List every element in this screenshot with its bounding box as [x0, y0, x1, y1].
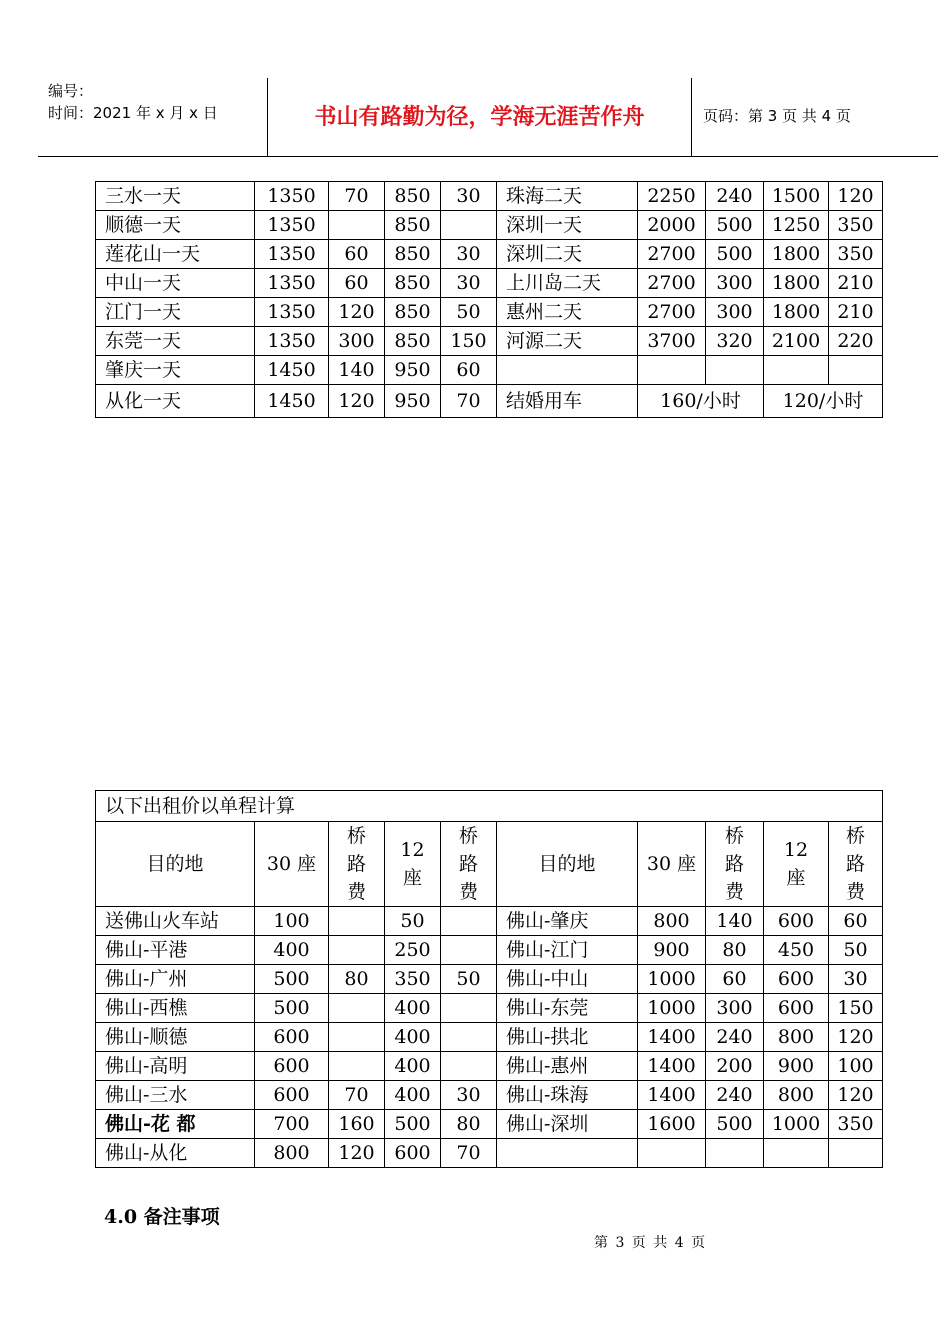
route-cell: 佛山-三水 [96, 1081, 255, 1110]
column-header: 桥路费 [329, 822, 385, 907]
price-cell: 30 [441, 269, 497, 298]
price-cell: 600 [255, 1052, 329, 1081]
price-cell: 30 [441, 182, 497, 211]
price-cell: 140 [706, 907, 764, 936]
price-cell: 600 [385, 1139, 441, 1168]
price-cell: 50 [441, 298, 497, 327]
price-cell [329, 907, 385, 936]
price-cell: 50 [385, 907, 441, 936]
page-header [38, 78, 938, 157]
table-row [96, 1052, 883, 1081]
route-cell: 中山一天 [96, 269, 255, 298]
price-cell: 120/小时 [764, 385, 883, 418]
price-cell: 600 [255, 1023, 329, 1052]
price-cell: 120 [329, 1139, 385, 1168]
price-cell: 1350 [255, 327, 329, 356]
price-cell: 800 [764, 1023, 829, 1052]
price-cell [441, 907, 497, 936]
column-header: 30 座 [255, 822, 329, 907]
table-row [96, 211, 883, 240]
price-cell: 160 [329, 1110, 385, 1139]
price-cell: 120 [829, 1081, 883, 1110]
route-cell: 肇庆一天 [96, 356, 255, 385]
price-cell [441, 1052, 497, 1081]
price-cell: 80 [329, 965, 385, 994]
price-cell: 150 [441, 327, 497, 356]
price-cell: 100 [829, 1052, 883, 1081]
price-cell: 240 [706, 1081, 764, 1110]
price-cell: 60 [329, 269, 385, 298]
price-cell: 30 [829, 965, 883, 994]
price-cell: 2250 [638, 182, 706, 211]
route-cell: 佛山-顺德 [96, 1023, 255, 1052]
table-row [96, 907, 883, 936]
route-cell: 佛山-高明 [96, 1052, 255, 1081]
price-cell: 850 [385, 211, 441, 240]
price-cell: 600 [764, 994, 829, 1023]
price-cell: 850 [385, 182, 441, 211]
price-cell: 60 [441, 356, 497, 385]
price-cell: 1350 [255, 269, 329, 298]
price-cell: 160/小时 [638, 385, 764, 418]
price-cell: 1450 [255, 356, 329, 385]
route-cell [497, 1139, 638, 1168]
price-cell: 500 [706, 1110, 764, 1139]
price-cell: 1800 [764, 240, 829, 269]
route-cell: 佛山-花 都 [96, 1110, 255, 1139]
column-header: 桥路费 [706, 822, 764, 907]
table-caption-row [96, 791, 883, 822]
price-cell: 850 [385, 327, 441, 356]
route-cell: 佛山-肇庆 [497, 907, 638, 936]
route-cell: 从化一天 [96, 385, 255, 418]
price-cell: 1000 [764, 1110, 829, 1139]
price-cell: 350 [829, 1110, 883, 1139]
price-cell [329, 994, 385, 1023]
price-cell: 250 [385, 936, 441, 965]
table-row [96, 182, 883, 211]
price-cell [329, 1052, 385, 1081]
price-cell: 1450 [255, 385, 329, 418]
route-cell: 上川岛二天 [497, 269, 638, 298]
route-cell: 佛山-江门 [497, 936, 638, 965]
document-number-label: 编号： [48, 82, 94, 100]
price-cell [706, 356, 764, 385]
price-cell: 60 [829, 907, 883, 936]
price-cell: 1350 [255, 298, 329, 327]
price-cell: 500 [385, 1110, 441, 1139]
route-cell: 惠州二天 [497, 298, 638, 327]
price-cell: 70 [441, 385, 497, 418]
table-row [96, 356, 883, 385]
price-cell: 1000 [638, 965, 706, 994]
price-cell: 1000 [638, 994, 706, 1023]
route-cell: 送佛山火车站 [96, 907, 255, 936]
price-cell: 210 [829, 269, 883, 298]
price-cell: 210 [829, 298, 883, 327]
column-header: 目的地 [96, 822, 255, 907]
price-cell [441, 211, 497, 240]
table-row [96, 385, 883, 418]
price-cell: 900 [764, 1052, 829, 1081]
column-header: 12 座 [385, 822, 441, 907]
table-row [96, 1023, 883, 1052]
price-cell: 50 [829, 936, 883, 965]
price-cell: 70 [441, 1139, 497, 1168]
route-cell: 佛山-从化 [96, 1139, 255, 1168]
table-row [96, 1110, 883, 1139]
price-cell: 400 [255, 936, 329, 965]
price-cell: 500 [255, 965, 329, 994]
route-cell: 深圳一天 [497, 211, 638, 240]
price-cell: 30 [441, 240, 497, 269]
price-cell: 2000 [638, 211, 706, 240]
price-cell: 500 [255, 994, 329, 1023]
price-cell: 2700 [638, 240, 706, 269]
route-cell: 河源二天 [497, 327, 638, 356]
price-cell: 120 [329, 385, 385, 418]
price-cell [329, 1023, 385, 1052]
section-title: 4.0 备注事项 [104, 1206, 220, 1228]
price-cell: 240 [706, 182, 764, 211]
price-cell [441, 994, 497, 1023]
price-cell: 950 [385, 356, 441, 385]
header-divider [691, 78, 692, 156]
route-cell [497, 356, 638, 385]
price-cell: 850 [385, 298, 441, 327]
route-cell: 佛山-东莞 [497, 994, 638, 1023]
route-cell: 莲花山一天 [96, 240, 255, 269]
price-cell: 350 [829, 211, 883, 240]
route-cell: 佛山-西樵 [96, 994, 255, 1023]
price-cell: 80 [706, 936, 764, 965]
price-cell: 300 [706, 269, 764, 298]
route-cell: 江门一天 [96, 298, 255, 327]
table-row [96, 327, 883, 356]
price-cell: 850 [385, 269, 441, 298]
price-cell [329, 936, 385, 965]
column-header: 30 座 [638, 822, 706, 907]
price-cell: 60 [706, 965, 764, 994]
price-cell: 30 [441, 1081, 497, 1110]
price-cell: 140 [329, 356, 385, 385]
price-cell: 240 [706, 1023, 764, 1052]
price-cell: 70 [329, 182, 385, 211]
price-cell: 1350 [255, 240, 329, 269]
price-cell: 400 [385, 994, 441, 1023]
price-cell: 50 [441, 965, 497, 994]
price-cell: 300 [329, 327, 385, 356]
price-cell: 600 [764, 965, 829, 994]
route-cell: 结婚用车 [497, 385, 638, 418]
table-row [96, 965, 883, 994]
price-cell: 320 [706, 327, 764, 356]
price-cell: 450 [764, 936, 829, 965]
price-cell: 400 [385, 1023, 441, 1052]
day-trip-price-table [95, 181, 883, 418]
price-cell: 950 [385, 385, 441, 418]
price-cell: 300 [706, 298, 764, 327]
header-page-info: 页码：第 3 页 共 4 页 [703, 107, 851, 125]
one-way-price-table [95, 790, 883, 1168]
price-cell [441, 936, 497, 965]
route-cell: 佛山-深圳 [497, 1110, 638, 1139]
route-cell: 顺德一天 [96, 211, 255, 240]
price-cell: 400 [385, 1081, 441, 1110]
price-cell [829, 356, 883, 385]
price-cell [706, 1139, 764, 1168]
price-cell: 900 [638, 936, 706, 965]
price-cell: 800 [255, 1139, 329, 1168]
table-row [96, 994, 883, 1023]
header-meta [48, 80, 268, 124]
price-cell [764, 356, 829, 385]
price-cell: 800 [638, 907, 706, 936]
price-cell: 120 [829, 1023, 883, 1052]
price-cell: 1500 [764, 182, 829, 211]
price-cell: 500 [706, 240, 764, 269]
price-cell: 1400 [638, 1023, 706, 1052]
price-cell: 150 [829, 994, 883, 1023]
table-row [96, 936, 883, 965]
price-cell: 1800 [764, 298, 829, 327]
price-cell: 2100 [764, 327, 829, 356]
price-cell [638, 356, 706, 385]
price-cell: 120 [329, 298, 385, 327]
column-header: 12 座 [764, 822, 829, 907]
route-cell: 佛山-平港 [96, 936, 255, 965]
price-cell: 800 [764, 1081, 829, 1110]
table-row [96, 1139, 883, 1168]
price-cell: 400 [385, 1052, 441, 1081]
price-cell: 3700 [638, 327, 706, 356]
page-footer: 第 3 页 共 4 页 [594, 1235, 706, 1251]
price-cell: 220 [829, 327, 883, 356]
price-cell [829, 1139, 883, 1168]
route-cell: 佛山-珠海 [497, 1081, 638, 1110]
price-cell: 350 [385, 965, 441, 994]
price-cell: 60 [329, 240, 385, 269]
price-cell [638, 1139, 706, 1168]
route-cell: 三水一天 [96, 182, 255, 211]
price-cell: 1800 [764, 269, 829, 298]
price-cell: 350 [829, 240, 883, 269]
price-cell: 600 [255, 1081, 329, 1110]
price-cell: 70 [329, 1081, 385, 1110]
price-cell: 120 [829, 182, 883, 211]
price-cell [329, 211, 385, 240]
column-header: 目的地 [497, 822, 638, 907]
price-cell: 1400 [638, 1052, 706, 1081]
price-cell: 80 [441, 1110, 497, 1139]
table-row [96, 298, 883, 327]
route-cell: 深圳二天 [497, 240, 638, 269]
column-header: 桥路费 [829, 822, 883, 907]
route-cell: 佛山-中山 [497, 965, 638, 994]
price-cell: 700 [255, 1110, 329, 1139]
price-cell: 2700 [638, 269, 706, 298]
price-cell [441, 1023, 497, 1052]
column-header: 桥路费 [441, 822, 497, 907]
price-cell: 100 [255, 907, 329, 936]
price-cell: 1350 [255, 182, 329, 211]
price-cell: 1250 [764, 211, 829, 240]
route-cell: 东莞一天 [96, 327, 255, 356]
price-cell: 1350 [255, 211, 329, 240]
table-row [96, 1081, 883, 1110]
header-motto: 书山有路勤为径，学海无涯苦作舟 [314, 105, 645, 130]
table-header-row [96, 822, 883, 907]
price-cell [764, 1139, 829, 1168]
price-cell: 200 [706, 1052, 764, 1081]
price-cell: 600 [764, 907, 829, 936]
price-cell: 2700 [638, 298, 706, 327]
price-cell: 300 [706, 994, 764, 1023]
route-cell: 珠海二天 [497, 182, 638, 211]
price-cell: 850 [385, 240, 441, 269]
table-caption: 以下出租价以单程计算 [96, 791, 883, 822]
document-date-label: 时间：2021 年 x 月 x 日 [48, 104, 218, 122]
table-row [96, 240, 883, 269]
route-cell: 佛山-惠州 [497, 1052, 638, 1081]
price-cell: 1600 [638, 1110, 706, 1139]
route-cell: 佛山-拱北 [497, 1023, 638, 1052]
price-cell: 1400 [638, 1081, 706, 1110]
price-cell: 500 [706, 211, 764, 240]
table-row [96, 269, 883, 298]
route-cell: 佛山-广州 [96, 965, 255, 994]
